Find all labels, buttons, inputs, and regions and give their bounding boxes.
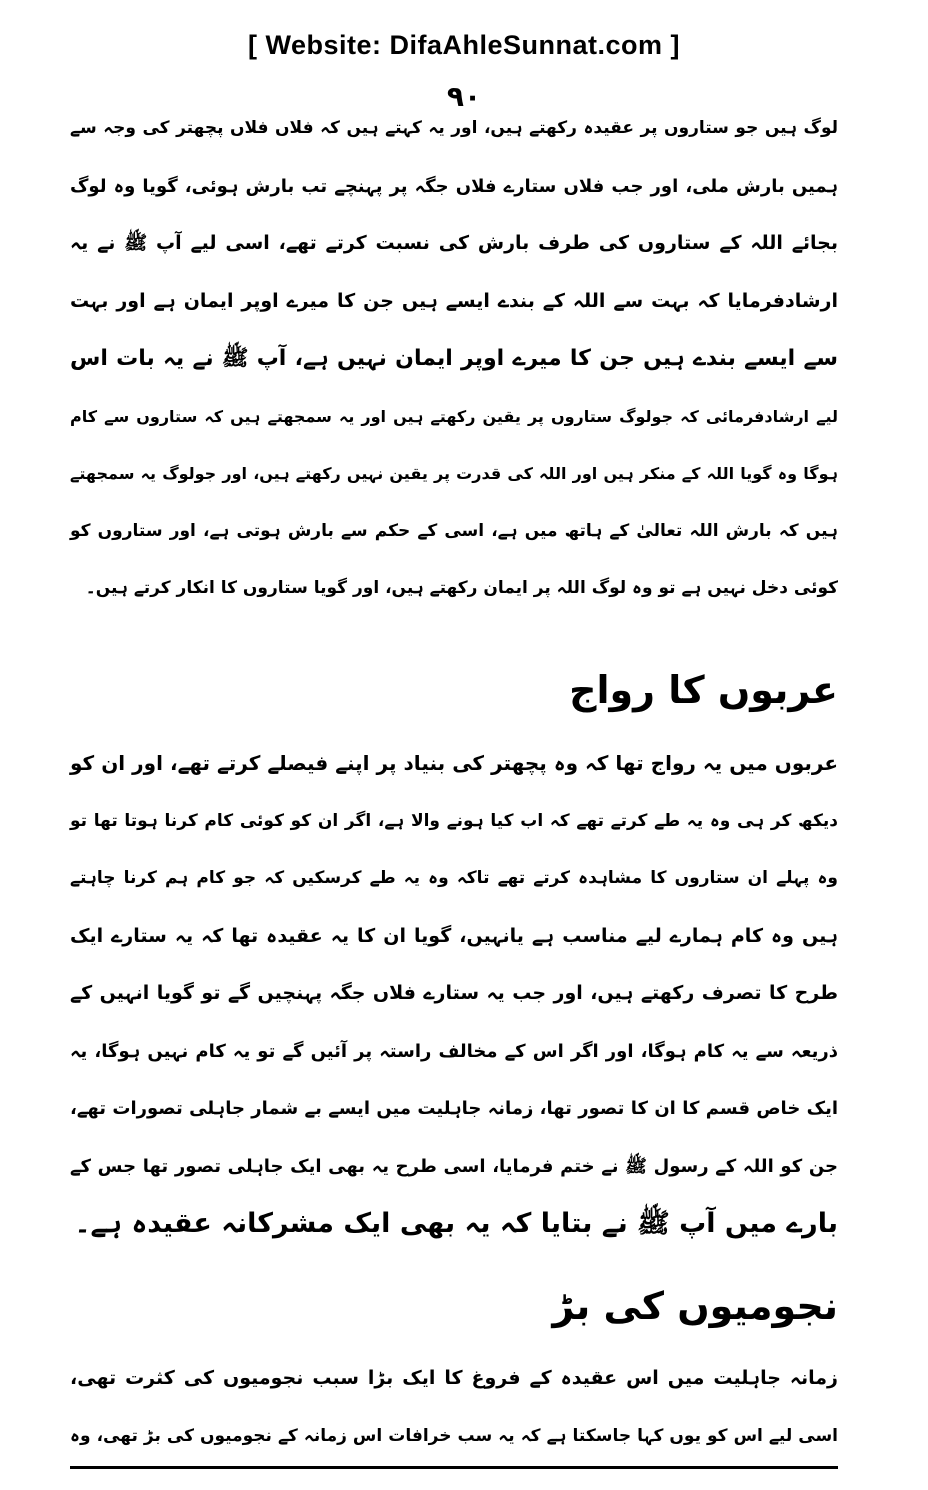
text-line: ہیں وہ کام ہمارے لیے مناسب ہے یانہیں، گویا ان کا یہ عقیدہ تھا کہ یہ ستارے ایک — [70, 924, 838, 947]
text-line: کوئی دخل نہیں ہے تو وہ لوگ اللہ پر ایمان رکھتے ہیں، اور گویا ستاروں کا انکار کرتے ہیں۔ — [85, 578, 838, 598]
paragraph-astrologers — [70, 1350, 838, 1465]
text-line: بارے میں آپ ﷺ نے بتایا کہ یہ بھی ایک مشرکانہ عقیدہ ہے۔ — [74, 1208, 838, 1239]
text-line: سے ایسے بندے ہیں جن کا میرے اوپر ایمان نہیں ہے، آپ ﷺ نے یہ بات اس — [70, 346, 838, 371]
bottom-divider — [70, 1466, 838, 1469]
text-line: ایک خاص قسم کا ان کا تصور تھا، زمانہ جاہلیت میں ایسے بے شمار جاہلی تصورات تھے، — [70, 1098, 838, 1119]
text-line: بجائے اللہ کے ستاروں کی طرف بارش کی نسبت کرتے تھے، اسی لیے آپ ﷺ نے یہ — [70, 232, 838, 254]
website-header: [ Website: DifaAhleSunnat.com ] — [247, 30, 681, 60]
text-line: ذریعہ سے یہ کام ہوگا، اور اگر اس کے مخالف راستہ پر آئیں گے تو یہ کام نہیں ہوگا، یہ — [70, 1040, 838, 1062]
text-line: لیے ارشادفرمائی کہ جولوگ ستاروں پر یقین رکھتے ہیں اور یہ سمجھتے ہیں کہ ستاروں سے کام — [70, 406, 838, 426]
text-line: اسی لیے اس کو یوں کہا جاسکتا ہے کہ یہ سب خرافات اس زمانہ کے نجومیوں کی بڑ تھی، وہ — [70, 1425, 838, 1446]
section-heading-astrologers: نجومیوں کی بڑ — [552, 1284, 838, 1328]
text-line: ہمیں بارش ملی، اور جب فلاں ستارے فلاں جگہ پر پہنچے تب بارش ہوئی، گویا وہ لوگ — [70, 175, 838, 197]
text-line: لوگ ہیں جو ستاروں پر عقیدہ رکھتے ہیں، اور یہ کہتے ہیں کہ فلاں فلاں پچھتر کی وجہ سے — [70, 118, 838, 138]
section-heading-arab-custom: عربوں کا رواج — [569, 668, 838, 712]
page-number: ٩٠ — [446, 80, 482, 113]
text-line: عربوں میں یہ رواج تھا کہ وہ پچھتر کی بنیاد پر اپنے فیصلے کرتے تھے، اور ان کو — [70, 751, 838, 775]
text-line: ہیں کہ بارش اللہ تعالیٰ کے ہاتھ میں ہے، اسی کے حکم سے بارش ہوتی ہے، اور ستاروں کو — [70, 520, 838, 541]
text-line: ہوگا وہ گویا اللہ کے منکر ہیں اور اللہ کی قدرت پر یقین نہیں رکھتے ہیں، اور جولوگ یہ سمجھتے — [70, 464, 838, 483]
text-line: زمانہ جاہلیت میں اس عقیدہ کے فروغ کا ایک بڑا سبب نجومیوں کی کثرت تھی، — [70, 1367, 838, 1389]
text-line: طرح کا تصرف رکھتے ہیں، اور جب یہ ستارے فلاں جگہ پہنچیں گے تو گویا انہیں کے — [70, 982, 838, 1004]
paragraph-stars-belief — [70, 100, 838, 618]
text-line: وہ پہلے ان ستاروں کا مشاہدہ کرتے تھے تاکہ وہ یہ طے کرسکیں کہ جو کام ہم کرنا چاہتے — [70, 868, 838, 888]
paragraph-arab-custom — [70, 735, 838, 1253]
text-line: دیکھ کر ہی وہ یہ طے کرتے تھے کہ اب کیا ہونے والا ہے، اگر ان کو کوئی کام کرنا ہوتا تھا تو — [70, 810, 838, 831]
text-line: جن کو اللہ کے رسول ﷺ نے ختم فرمایا، اسی طرح یہ بھی ایک جاہلی تصور تھا جس کے — [70, 1155, 838, 1177]
text-line: ارشادفرمایا کہ بہت سے اللہ کے بندے ایسے ہیں جن کا میرے اوپر ایمان ہے اور بہت — [70, 289, 838, 312]
